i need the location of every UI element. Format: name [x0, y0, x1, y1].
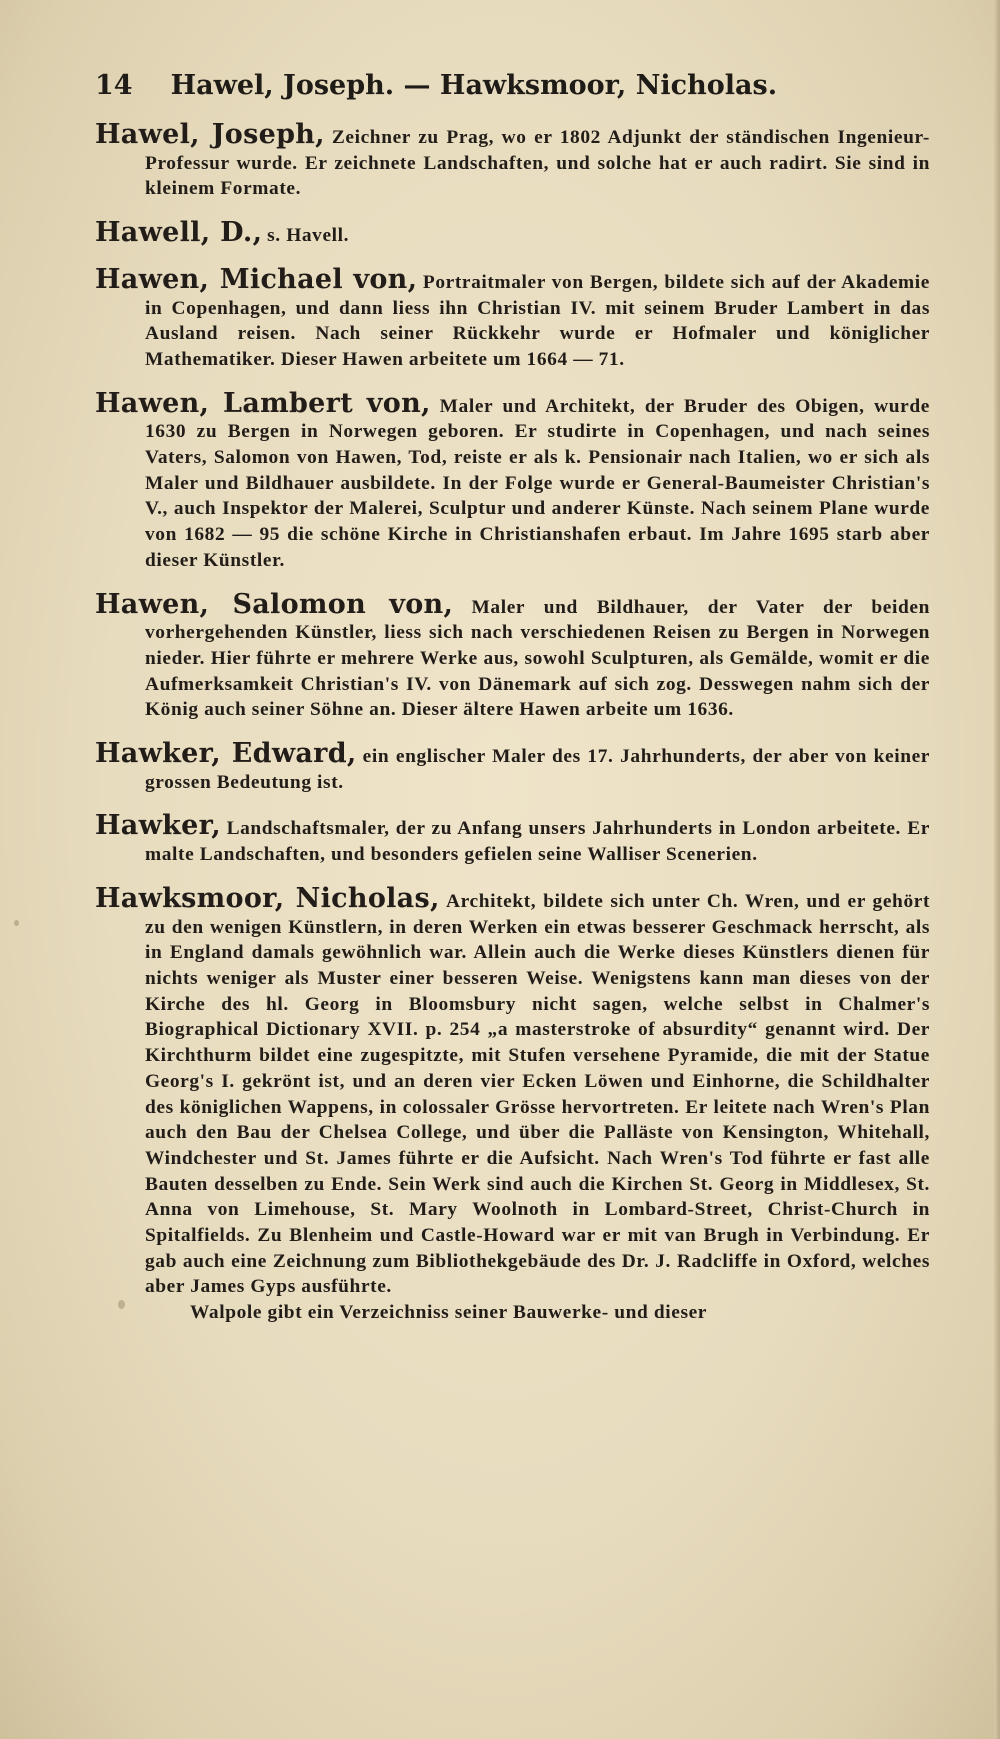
entry-headword: Hawen, Lambert von, [95, 387, 431, 419]
entry-hawen-lambert [95, 387, 930, 574]
entry-hawker [95, 810, 930, 867]
page-edge [994, 0, 1000, 1739]
entry-text: Architekt, bildete sich unter Ch. Wren, und er gehört zu den wenigen Künstlern, in deren Werken ein etwas besserer Geschmack herrscht, als in England damals gewöhnlich war. Allein auch die Werke dieses Künstlers dienen für nichts weniger als Muster einer besseren Weise. Wenigstens kann man dieses von der Kirche des hl. Georg in Bloomsbury nicht sagen, welche selbst in Chalmer's Biographical Dictionary XVII. p. 254 „a masterstroke of absurdity“ genannt wird. Der Kirchthurm bildet eine zugespitzte, mit Stufen versehene Pyramide, die mit der Statue Georg's I. gekrönt ist, und an deren vier Ecken Löwen und Einhorne, die Schildhalter des königlichen Wappens, in colossaler Grösse hervortreten. Er leitete nach Wren's Plan auch den Bau der Chelsea College, und über die Palläste von Kensington, Whitehall, Windchester und St. James führte er die Aufsicht. Nach Wren's Tod führte er fast alle Bauten desselben zu Ende. Sein Werk sind auch die Kirchen St. Georg in Middlesex, St. Anna von Limehouse, St. Mary Woolnoth in Lombard-Street, Christ-Church in Spitalfields. Zu Blenheim und Castle-Howard war er mit van Brugh in Verbindung. Er gab auch eine Zeichnung zum Bibliothekgebäude des Dr. J. Radcliffe in Oxford, welches aber James Gyps ausführte. [145, 890, 930, 1298]
entry-text: ein englischer Maler des 17. Jahrhunderts, der aber von keiner grossen Bedeutung ist. [145, 746, 930, 793]
continuation-line: Walpole gibt ein Verzeichniss seiner Bauwerke- und dieser [190, 1302, 708, 1324]
entry-headword: Hawker, Edward, [95, 738, 357, 770]
running-header [95, 70, 915, 101]
entry-headword: Hawen, Michael von, [95, 263, 418, 295]
entry-text: Portraitmaler von Bergen, bildete sich auf der Akademie in Copenhagen, und dann liess ihn Christian IV. mit seinem Bruder Lambert in das Ausland reisen. Nach seiner Rückkehr wurde er Hofmaler und königlicher Mathematiker. Dieser Hawen arbeitete um 1664 — 71. [145, 271, 930, 370]
entry-hawel-joseph [95, 119, 930, 202]
paper-spot [14, 920, 19, 926]
entry-hawker-edward [95, 738, 930, 795]
entry-headword: Hawel, Joseph, [95, 119, 325, 150]
running-title: Hawel, Joseph. — Hawksmoor, Nicholas. [170, 70, 778, 101]
entry-hawell-d [95, 217, 930, 249]
entry-headword: Hawell, D., [95, 217, 263, 249]
entry-hawksmoor-nicholas [95, 882, 930, 1300]
entry-text: Landschaftsmaler, der zu Anfang unsers Jahrhunderts in London arbeitete. Er malte Landschaften, und besonders gefielen seine Walliser Scenerien. [145, 818, 930, 866]
entry-text: Maler und Bildhauer, der Vater der beiden vorhergehenden Künstler, liess sich nach verschiedenen Reisen zu Bergen in Norwegen nieder. Hier führte er mehrere Werke aus, sowohl Sculpturen, als Gemälde, womit er die Aufmerksamkeit Christian's IV. von Dänemark auf sich zog. Desswegen nahm sich der König auch seiner Söhne an. Dieser ältere Hawen arbeite um 1636. [145, 596, 930, 721]
entry-text: Zeichner zu Prag, wo er 1802 Adjunkt der ständischen Ingenieur-Professur wurde. Er zeichnete Landschaften, und solche hat er auch radirt. Sie sind in kleinem Formate. [145, 127, 930, 200]
entry-headword: Hawksmoor, Nicholas, [95, 882, 440, 914]
entry-headword: Hawker, [95, 810, 221, 842]
paper-spot [118, 1300, 125, 1309]
entry-text: Maler und Architekt, der Bruder des Obigen, wurde 1630 zu Bergen in Norwegen geboren. Er studirte in Copenhagen, und nach seines Vaters, Salomon von Hawen, Tod, reiste er als k. Pensionair nach Italien, wo er sich als Maler und Bildhauer ausbildete. In der Folge wurde er General-Baumeister Christian's V., auch Inspektor der Malerei, Sculptur und anderer Künste. Nach seinem Plane wurde von 1682 — 95 die schöne Kirche in Christianshafen erbaut. Im Jahre 1695 starb aber dieser Künstler. [145, 395, 930, 571]
entry-text: s. Havell. [267, 225, 350, 247]
entry-hawen-salomon [95, 588, 930, 724]
dictionary-text [95, 119, 930, 1345]
entry-headword: Hawen, Salomon von, [95, 588, 454, 620]
entry-hawen-michael [95, 263, 930, 373]
page-number: 14 [95, 70, 133, 101]
